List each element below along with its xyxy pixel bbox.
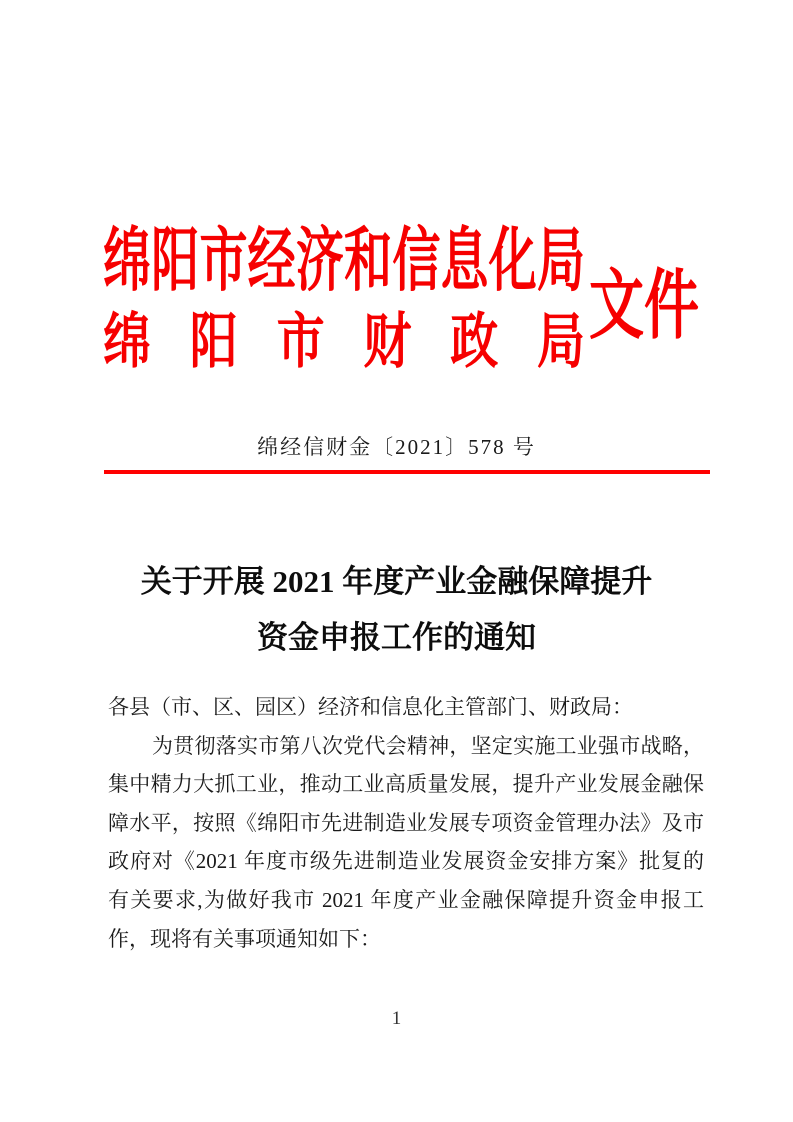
red-divider-line: [104, 470, 710, 474]
salutation-line: 各县（市、区、园区）经济和信息化主管部门、财政局：: [108, 695, 633, 719]
document-title-line-1: 关于开展 2021 年度产业金融保障提升: [140, 564, 653, 599]
body-text-line: 为贯彻落实市第八次党代会精神，坚定实施工业强市战略，: [152, 733, 704, 758]
letterhead-document-word: 文件: [589, 263, 700, 349]
body-text-line: 障水平，按照《绵阳市先进制造业发展专项资金管理办法》及市: [108, 810, 704, 835]
body-text-line: 政府对《2021 年度市级先进制造业发展资金安排方案》批复的: [108, 849, 704, 874]
body-text-line: 集中精力大抓工业，推动工业高质量发展，提升产业发展金融保: [108, 772, 704, 797]
page-number: 1: [391, 1008, 402, 1029]
letterhead-org-name-2: 绵阳市财政局: [103, 309, 585, 376]
letterhead-org-name-1: 绵阳市经济和信息化局: [103, 223, 585, 300]
document-title-line-2: 资金申报工作的通知: [257, 620, 536, 655]
document-body: [108, 688, 704, 958]
document-reference-number: 绵经信财金〔2021〕578 号: [257, 435, 536, 459]
body-text-line: 有关要求,为做好我市 2021 年度产业金融保障提升资金申报工: [108, 887, 704, 912]
body-text-line: 作，现将有关事项通知如下：: [108, 926, 381, 951]
document-title: [0, 554, 793, 666]
